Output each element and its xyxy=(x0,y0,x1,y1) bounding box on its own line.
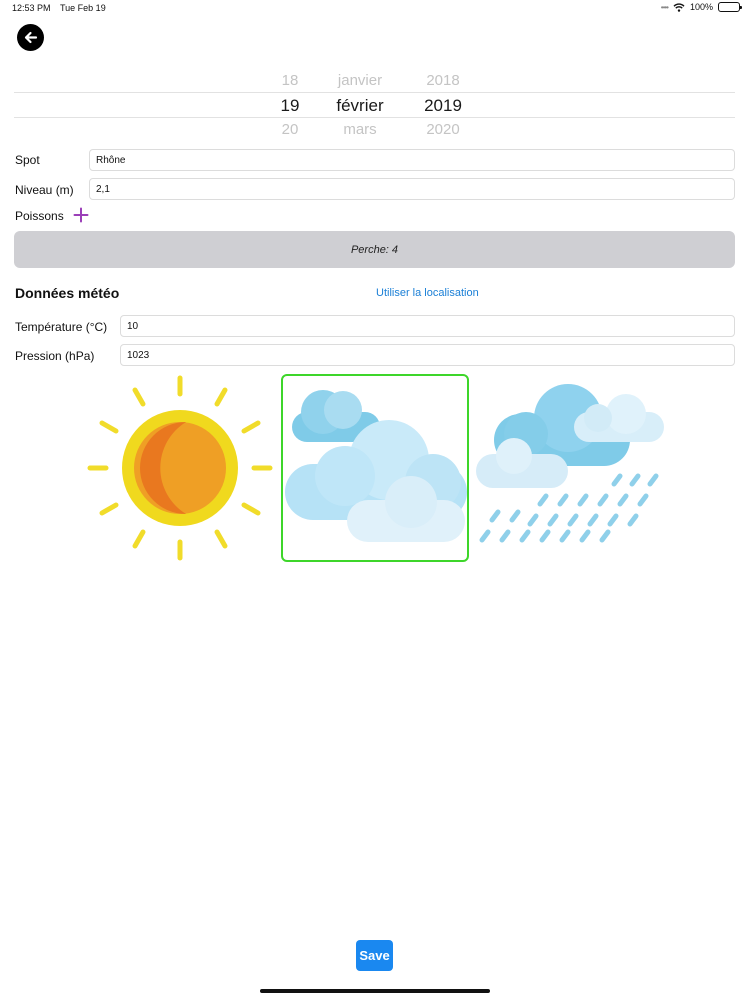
save-button[interactable]: Save xyxy=(356,940,393,971)
picker-year-prev[interactable]: 2018 xyxy=(426,72,460,89)
fish-label: Poissons xyxy=(15,209,64,223)
picker-divider-bottom xyxy=(14,117,735,118)
cloudy-icon xyxy=(283,376,467,560)
back-button[interactable] xyxy=(17,24,44,51)
battery-icon xyxy=(718,2,740,12)
picker-month-prev[interactable]: janvier xyxy=(337,72,383,89)
weather-option-cloudy[interactable] xyxy=(281,374,469,562)
picker-day-selected[interactable]: 19 xyxy=(280,96,300,115)
temperature-input[interactable] xyxy=(120,315,735,337)
weather-option-sun[interactable] xyxy=(86,374,274,562)
picker-month-selected[interactable]: février xyxy=(336,96,384,115)
status-date: Tue Feb 19 xyxy=(60,3,106,13)
picker-year-next[interactable]: 2020 xyxy=(426,121,460,134)
pressure-input[interactable] xyxy=(120,344,735,366)
status-time: 12:53 PM xyxy=(12,3,51,13)
spot-input[interactable] xyxy=(89,149,735,171)
rain-icon xyxy=(474,380,666,550)
add-fish-icon[interactable] xyxy=(72,206,90,224)
level-input[interactable] xyxy=(89,178,735,200)
status-bar xyxy=(0,0,750,18)
level-label: Niveau (m) xyxy=(15,183,74,197)
weather-option-rain[interactable] xyxy=(474,380,666,550)
sun-icon xyxy=(86,374,274,562)
fish-entry[interactable]: Perche: 4 xyxy=(14,231,735,268)
wifi-icon xyxy=(673,3,685,12)
picker-divider-top xyxy=(14,92,735,93)
signal-icon: •••• xyxy=(660,2,668,12)
pressure-label: Pression (hPa) xyxy=(15,349,95,363)
picker-month-next[interactable]: mars xyxy=(343,121,377,134)
picker-year-selected[interactable]: 2019 xyxy=(424,96,462,115)
date-picker[interactable] xyxy=(14,70,735,134)
weather-section-title: Données météo xyxy=(15,285,120,301)
picker-day-prev[interactable]: 18 xyxy=(281,72,299,89)
spot-label: Spot xyxy=(15,153,40,167)
use-location-link[interactable]: Utiliser la localisation xyxy=(376,287,479,299)
home-indicator[interactable] xyxy=(260,989,490,993)
temperature-label: Température (°C) xyxy=(15,320,108,334)
battery-percent: 100% xyxy=(689,2,713,12)
arrow-left-icon xyxy=(23,30,38,45)
status-indicators xyxy=(661,2,740,12)
picker-day-next[interactable]: 20 xyxy=(281,121,299,134)
